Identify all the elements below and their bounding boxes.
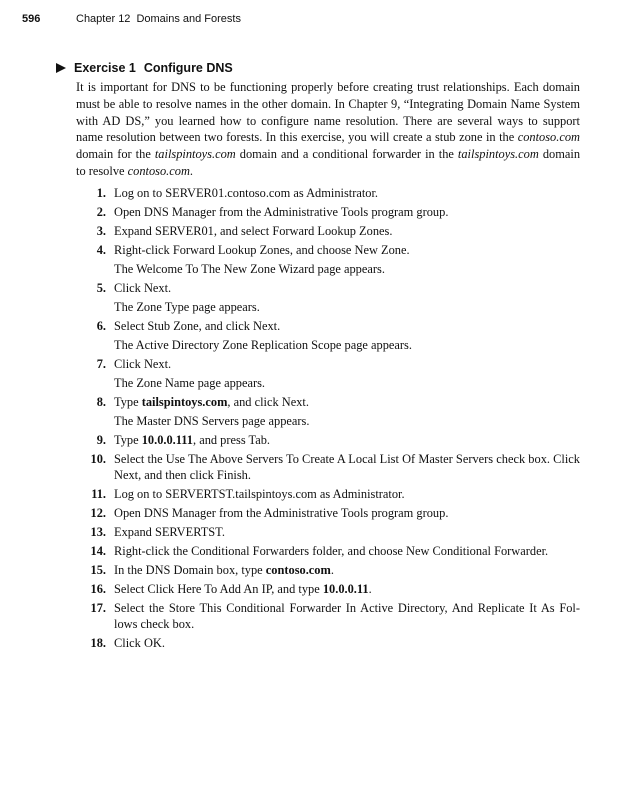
step-number: 5. xyxy=(96,281,106,295)
triangle-bullet-icon xyxy=(56,63,66,73)
step-number: 18. xyxy=(90,636,106,650)
step-text: Select the Store This Conditional Forwarder In Active Directory, And Replicate It As Fol- lows check box. xyxy=(114,601,580,631)
step-result: The Zone Type page appears. xyxy=(114,300,260,314)
intro-text: domain and a conditional forwarder in the xyxy=(235,147,458,162)
step-item xyxy=(76,562,580,578)
domain-name: contoso.com xyxy=(517,130,580,145)
step-item xyxy=(76,635,580,651)
typed-value: contoso.com xyxy=(265,563,331,577)
step-text xyxy=(114,394,580,410)
step-number: 16. xyxy=(90,582,106,596)
step-number: 6. xyxy=(96,319,106,333)
page-number: 596 xyxy=(22,13,41,25)
step-result: The Master DNS Servers page appears. xyxy=(114,414,310,428)
typed-value: 10.0.0.111 xyxy=(141,433,193,447)
step-item xyxy=(76,356,580,372)
step-number: 1. xyxy=(96,186,106,200)
step-result: The Welcome To The New Zone Wizard page appears. xyxy=(114,262,385,276)
step-number: 14. xyxy=(90,544,106,558)
step-item xyxy=(76,204,580,220)
domain-name: tailspintoys.com xyxy=(457,147,539,162)
step-number: 7. xyxy=(96,357,106,371)
step-item xyxy=(76,505,580,521)
step-number: 12. xyxy=(90,506,106,520)
step-text: Right-click the Conditional Forwarders folder, and choose New Conditional Forwarder. xyxy=(114,544,549,558)
step-number: 11. xyxy=(91,487,106,501)
chapter-label: Chapter 12 xyxy=(76,13,131,25)
chapter-title: Domains and Forests xyxy=(136,13,241,25)
step-text-part: Select Click Here To Add An IP, and type xyxy=(114,582,323,596)
step-number: 2. xyxy=(96,205,106,219)
intro-paragraph xyxy=(76,79,580,180)
step-item xyxy=(76,600,580,632)
step-text-part: . xyxy=(368,582,372,596)
page-header xyxy=(22,13,241,25)
step-item xyxy=(76,280,580,296)
steps-list xyxy=(76,185,580,654)
step-text: Open DNS Manager from the Administrative Tools program group. xyxy=(114,506,449,520)
step-number: 9. xyxy=(96,433,106,447)
step-item xyxy=(76,432,580,448)
step-text: Expand SERVERTST. xyxy=(114,525,225,539)
step-item xyxy=(76,451,580,483)
step-text: Click Next. xyxy=(114,357,172,371)
step-text: Click Next. xyxy=(114,281,172,295)
step-text xyxy=(114,581,580,597)
step-text-part: Type xyxy=(114,433,142,447)
intro-text: domain for the xyxy=(76,147,155,162)
step-text: Select Stub Zone, and click Next. xyxy=(114,319,281,333)
step-text: Log on to SERVERTST.tailspintoys.com as Administrator. xyxy=(114,487,405,501)
step-text-part: In the DNS Domain box, type xyxy=(114,563,266,577)
step-text xyxy=(114,432,580,448)
domain-name: contoso.com xyxy=(127,163,190,178)
step-number: 4. xyxy=(96,243,106,257)
step-text: Expand SERVER01, and select Forward Lookup Zones. xyxy=(114,224,393,238)
step-item xyxy=(76,486,580,502)
step-number: 15. xyxy=(90,563,106,577)
exercise-label: Exercise 1 xyxy=(74,61,136,75)
step-text: Click OK. xyxy=(114,636,165,650)
intro-text: . xyxy=(189,163,194,178)
step-item xyxy=(76,223,580,239)
step-text-part: , and press Tab. xyxy=(193,433,271,447)
step-number: 13. xyxy=(90,525,106,539)
step-number: 17. xyxy=(90,601,106,615)
step-text-part: . xyxy=(330,563,334,577)
step-item xyxy=(76,524,580,540)
step-result: The Active Directory Zone Replication Scope page appears. xyxy=(114,338,412,352)
step-text-part: , and click Next. xyxy=(227,395,309,409)
typed-value: tailspintoys.com xyxy=(141,395,228,409)
step-text: Open DNS Manager from the Administrative Tools program group. xyxy=(114,205,449,219)
step-result: The Zone Name page appears. xyxy=(114,376,266,390)
intro-text: domain to resolve xyxy=(76,147,581,178)
intro-text: It is important for DNS to be functioning properly before creating trust relationships. Each domain must be able to resolve names in the other domain. In Chapter 9, “Integrating Domain Name System with AD DS,” you learned how to configure name resolution. There are several ways to support name resolution between two forests. In this exercise, you will create a stub zone in the xyxy=(76,80,580,145)
step-number: 10. xyxy=(90,452,106,466)
typed-value: 10.0.0.11 xyxy=(322,582,369,596)
step-text-part: Type xyxy=(114,395,142,409)
step-item xyxy=(76,242,580,258)
step-number: 8. xyxy=(96,395,106,409)
exercise-title: Configure DNS xyxy=(143,61,233,75)
step-item xyxy=(76,185,580,201)
step-text: Right-click Forward Lookup Zones, and choose New Zone. xyxy=(114,243,410,257)
step-item xyxy=(76,581,580,597)
step-item xyxy=(76,543,580,559)
step-number: 3. xyxy=(96,224,106,238)
step-text: Log on to SERVER01.contoso.com as Administrator. xyxy=(114,186,379,200)
exercise-heading xyxy=(56,61,233,75)
domain-name: tailspintoys.com xyxy=(154,147,236,162)
step-item xyxy=(76,318,580,334)
step-item xyxy=(76,394,580,410)
step-text xyxy=(114,562,580,578)
step-text: Select the Use The Above Servers To Create A Local List Of Master Servers check box. Click Next, and then click Finish. xyxy=(114,452,580,482)
